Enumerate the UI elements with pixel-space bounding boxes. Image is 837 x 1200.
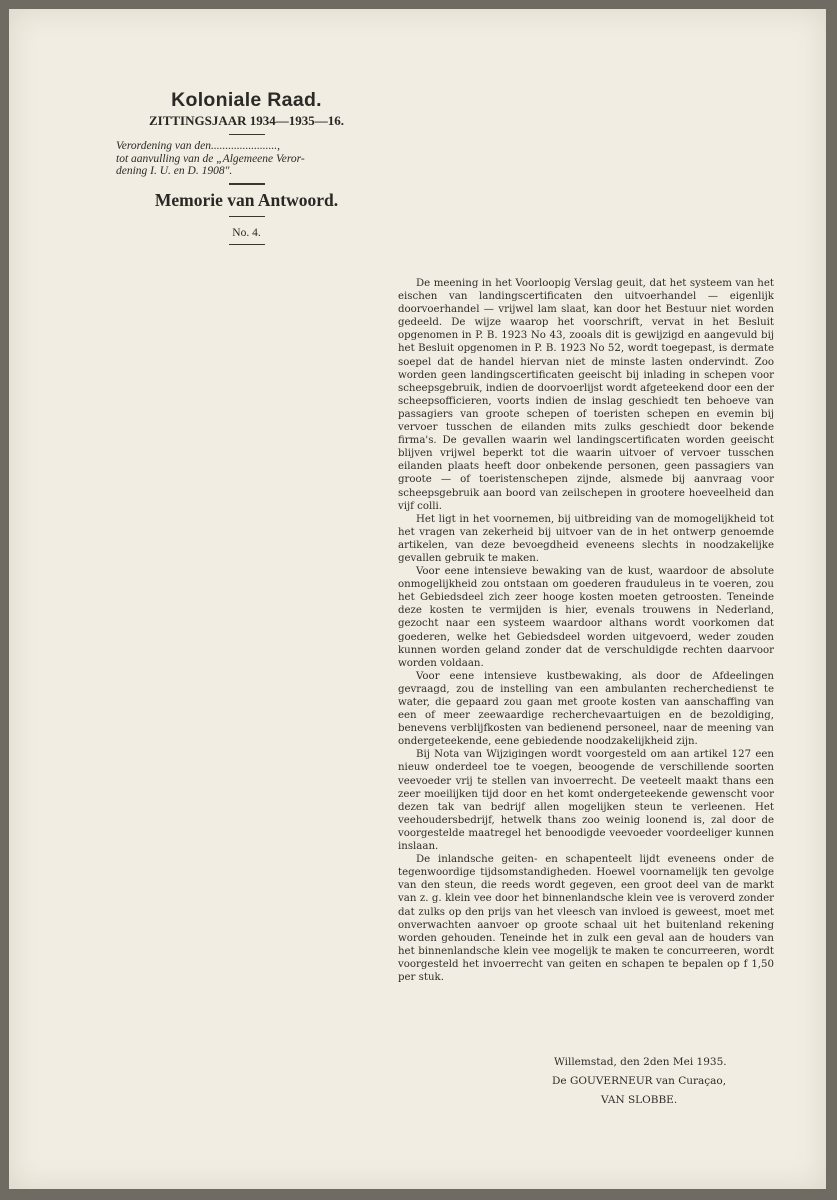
divider bbox=[229, 183, 265, 185]
body-paragraph: Het ligt in het voornemen, bij uitbreiding van de momogelijkheid tot het vragen van zekerheid bij uitvoer van de in het ontwerp genoemde artikelen, van deze bevoegdheid eveneens slechts in noodzakelijke gevallen gebruik te maken. bbox=[398, 513, 774, 564]
document-page bbox=[9, 9, 826, 1189]
document-header bbox=[109, 89, 384, 250]
council-title: Koloniale Raad. bbox=[171, 89, 322, 111]
signature-block bbox=[554, 1053, 727, 1110]
memorandum-title: Memorie van Antwoord. bbox=[154, 189, 339, 210]
signatory-office: De GOUVERNEUR van Curaçao, bbox=[552, 1075, 727, 1087]
session-year: ZITTINGSJAAR 1934—1935—16. bbox=[148, 113, 345, 128]
body-paragraph: Voor eene intensieve bewaking van de kust, waardoor de absolute onmogelijkheid zou ontstaan om goederen frauduleus in te voeren, zou het Gebiedsdeel zich zeer hooge kosten moeten getroosten. Teneinde deze kosten te vermijden is hier, evenals trouwens in Nederland, gezocht naar een systeem waardoor althans wordt voorkomen dat goederen, welke het Gebiedsdeel worden uitgevoerd, weder zouden kunnen worden geland zonder dat de verschuldigde rechten daarvoor worden voldaan. bbox=[398, 566, 774, 669]
place-date: Willemstad, den 2den Mei 1935. bbox=[554, 1056, 727, 1068]
body-paragraph: De inlandsche geiten- en schapenteelt lijdt eveneens onder de tegenwoordige tijdsomstandigheden. Hoewel voornamelijk ten gevolge van den steun, die reeds wordt gegeven, een groot deel van de markt van z. g. klein vee door het binnenlandsche klein vee is veroverd zonder dat zulks op den prijs van het vleesch van invloed is geweest, moet met onverwachten aanvoer op groote schaal uit het buitenland rekening worden gehouden. Teneinde het in zulk een geval aan de houders van het binnenlandsche klein vee mogelijk te maken te concurreeren, wordt voorgesteld het invoerrecht van geiten en schapen te bepalen op f 1,50 per stuk. bbox=[398, 854, 774, 983]
document-number: No. 4. bbox=[232, 226, 261, 239]
ordinance-line: dening I. U. en D. 1908". bbox=[116, 165, 233, 177]
divider bbox=[229, 134, 265, 135]
divider bbox=[229, 216, 265, 217]
memorandum-body bbox=[398, 277, 774, 984]
ordinance-line: Verordening van den......................., bbox=[116, 140, 280, 152]
body-paragraph: Bij Nota van Wijzigingen wordt voorgesteld om aan artikel 127 een nieuw onderdeel toe te voegen, beoogende de verschillende soorten veevoeder vrij te stellen van invoerrecht. De veeteelt maakt thans een zeer moeilijken tijd door en het komt ondergeteekende gewenscht voor dezen tak van bedrijf allen mogelijken steun te verleenen. Het veehoudersbedrijf, hetwelk thans zoo weinig loonend is, zal door de voorgestelde maatregel het benoodigde veevoeder voordeeliger kunnen inslaan. bbox=[398, 749, 774, 853]
body-paragraph: Voor eene intensieve kustbewaking, als door de Afdeelingen gevraagd, zou de instelling van een ambulanten recherchedienst te water, die gepaard zou gaan met groote kosten van aanschaffing van een of meer zeewaardige recherchevaartuigen en de bezoldiging, benevens verblijfkosten van bedienend personeel, naar de meening van ondergeteekende, eene gebiedende noodzakelijkheid zijn. bbox=[398, 670, 774, 748]
ordinance-description bbox=[116, 140, 374, 178]
signatory-name: VAN SLOBBE. bbox=[601, 1094, 678, 1106]
body-paragraph: De meening in het Voorloopig Verslag geuit, dat het systeem van het eischen van landingscertificaten den uitvoerhandel — eigenlijk doorvoerhandel — vrijwel lam slaat, kan door het Bestuur niet worden gedeeld. De wijze waarop het voorschrift, vervat in het Besluit opgenomen in P. B. 1923 No 43, zooals dit is gewijzigd en aangevuld bij het Besluit opgenomen in P. B. 1923 No 52, wordt toegepast, is dermate soepel dat de handel hiervan niet de minste lasten ondervindt. Zoo worden geen landingscertificaten geeischt bij inlading in schepen voor scheepsgebruik, indien de doorvoerlijst wordt afgeteekend door een der scheepsofficieren, voorts indien de inslag geschiedt ten behoeve van passagiers van groote schepen of toeristen schepen en evemin bij vervoer tusschen de eilanden mits zulks geschiedt door bekende firma's. De gevallen waarin wel landingscertificaten worden geeischt blijven vrijwel beperkt tot die waarin uitvoer of vervoer tusschen eilanden plaats heeft door onbekende personen, geen passagiers van groote — of toeristenschepen zijnde, alsmede bij aanvraag voor scheepsgebruik aan boord van zeilschepen in grootere hoeveelheid dan vijf colli. bbox=[398, 278, 774, 512]
divider bbox=[229, 244, 265, 245]
ordinance-line: tot aanvulling van de „Algemeene Veror- bbox=[116, 152, 305, 165]
